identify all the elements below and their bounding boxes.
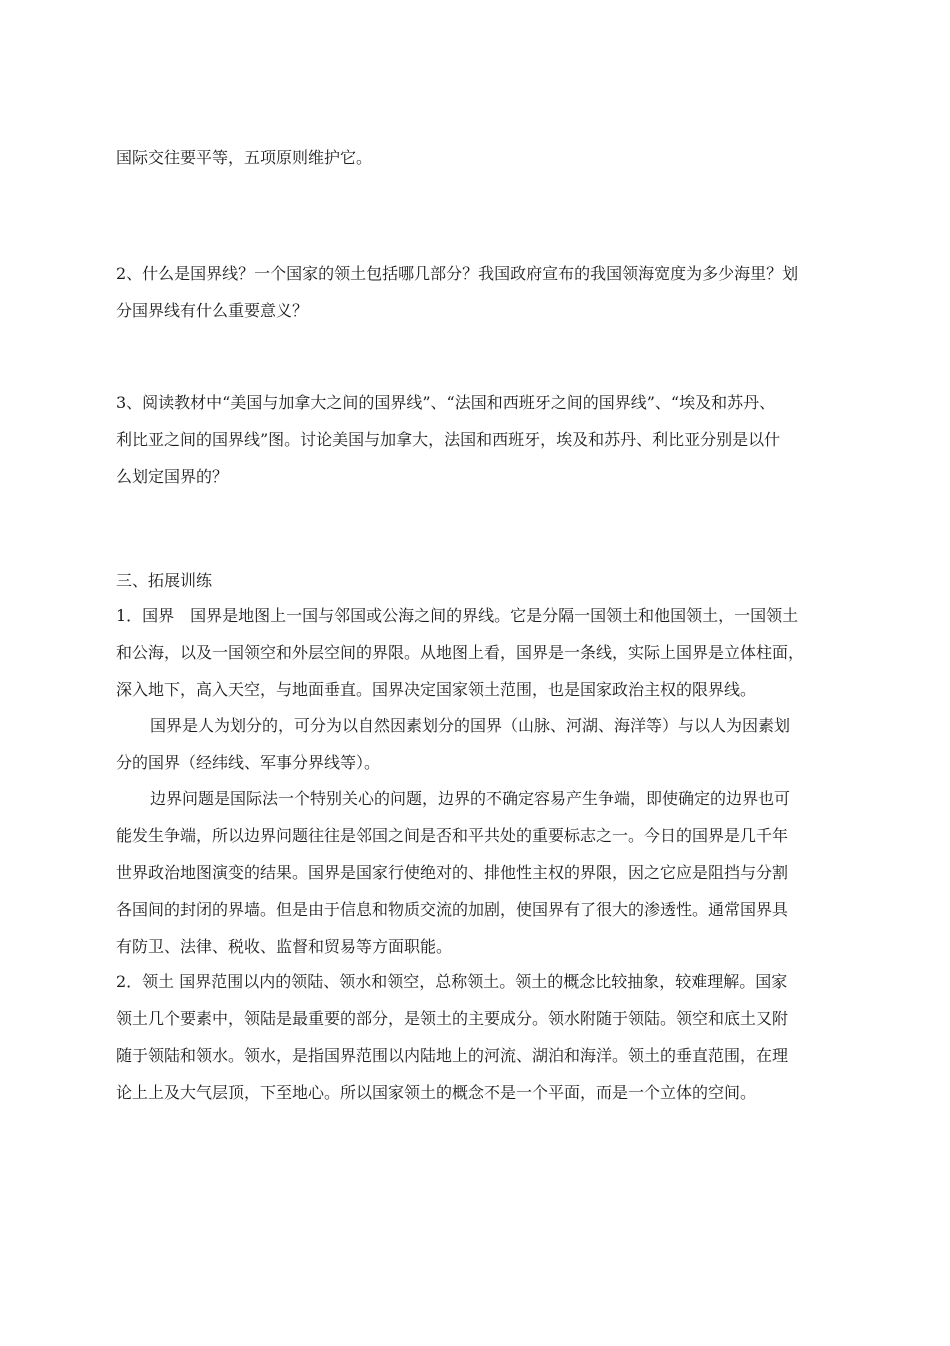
item-1-para-2-line-2: 分的国界（经纬线、军事分界线等）。 (116, 753, 381, 772)
item-1-line-3: 深入地下，高入天空，与地面垂直。国界决定国家领土范围，也是国家政治主权的限界线。 (116, 680, 757, 699)
item-1-line-2: 和公海，以及一国领空和外层空间的界限。从地图上看，国界是一条线，实际上国界是立体柱面， (116, 643, 805, 662)
item-1-para-3-line-2: 能发生争端，所以边界问题往往是邻国之间是否和平共处的重要标志之一。今日的国界是几千年 (116, 826, 789, 845)
question-3-line-1: 3、阅读教材中“美国与加拿大之间的国界线”、“法国和西班牙之间的国界线”、“埃及和苏丹、 (116, 393, 776, 412)
item-1-line-1: 1．国界 国界是地图上一国与邻国或公海之间的界线。它是分隔一国领土和他国领土，一国领土 (116, 606, 799, 625)
question-3-line-2: 利比亚之间的国界线”图。讨论美国与加拿大，法国和西班牙，埃及和苏丹、利比亚分别是以什 (116, 430, 781, 449)
item-1-para-3-line-3: 世界政治地图演变的结果。国界是国家行使绝对的、排他性主权的界限，因之它应是阻挡与分割 (116, 863, 789, 882)
question-2-line-1: 2、什么是国界线？一个国家的领土包括哪几部分？我国政府宣布的我国领海宽度为多少海里？划 (116, 264, 799, 283)
intro-line: 国际交往要平等，五项原则维护它。 (116, 148, 373, 167)
item-1-para-3-line-5: 有防卫、法律、税收、监督和贸易等方面职能。 (116, 937, 453, 956)
section-heading: 三、拓展训练 (116, 571, 213, 590)
question-3-line-3: 么划定国界的？ (116, 467, 229, 486)
item-2-line-2: 领土几个要素中，领陆是最重要的部分，是领土的主要成分。领水附随于领陆。领空和底土又附 (116, 1009, 789, 1028)
item-2-line-4: 论上上及大气层顶，下至地心。所以国家领土的概念不是一个平面，而是一个立体的空间。 (116, 1083, 757, 1102)
question-2-line-2: 分国界线有什么重要意义？ (116, 301, 309, 320)
item-1-para-2-line-1: 国界是人为划分的，可分为以自然因素划分的国界（山脉、河湖、海洋等）与以人为因素划 (150, 716, 791, 735)
item-1-para-3-line-4: 各国间的封闭的界墙。但是由于信息和物质交流的加剧，使国界有了很大的渗透性。通常国界具 (116, 900, 789, 919)
item-2-line-1: 2．领土 国界范围以内的领陆、领水和领空，总称领土。领土的概念比较抽象，较难理解。国家 (116, 972, 788, 991)
item-2-line-3: 随于领陆和领水。领水，是指国界范围以内陆地上的河流、湖泊和海洋。领土的垂直范围，在理 (116, 1046, 789, 1065)
item-1-para-3-line-1: 边界问题是国际法一个特别关心的问题，边界的不确定容易产生争端，即使确定的边界也可 (150, 789, 791, 808)
